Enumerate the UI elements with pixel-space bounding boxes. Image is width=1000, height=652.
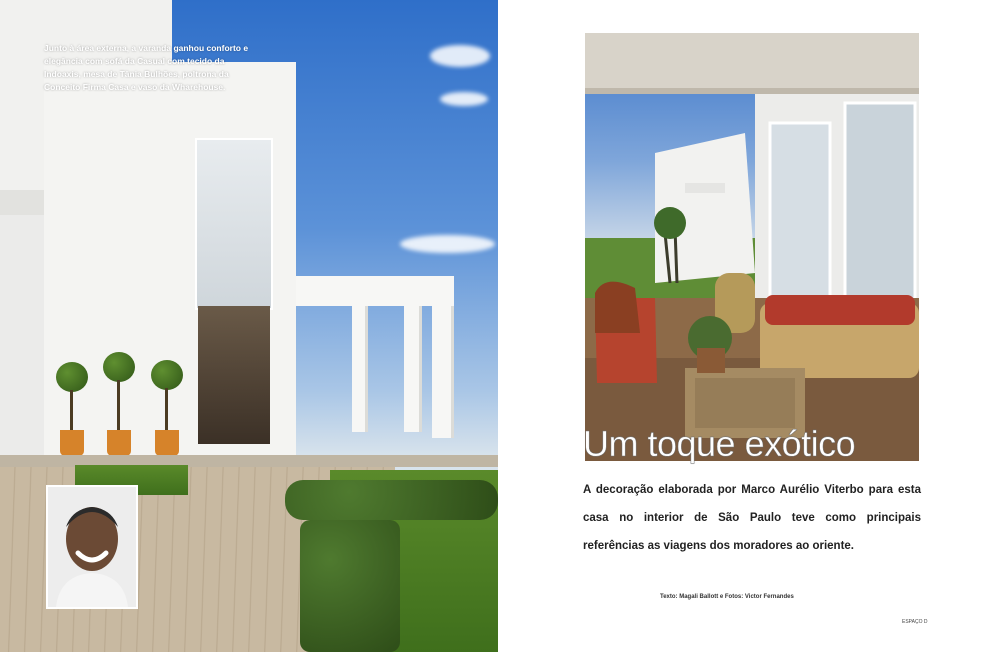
cloud: [400, 235, 495, 253]
pergola-roof: [296, 276, 454, 306]
portrait-face-icon: [48, 487, 136, 607]
left-page-photo: [0, 0, 498, 652]
interior-veranda-photo: [585, 33, 919, 461]
hedge-border: [300, 520, 400, 652]
article-headline: Um toque exótico: [583, 423, 856, 464]
topiary-plant: [151, 360, 183, 390]
topiary-stem: [165, 388, 168, 430]
pergola-column: [404, 306, 422, 432]
pergola-column: [432, 306, 454, 438]
orange-pot: [60, 430, 84, 456]
orange-pot: [155, 430, 179, 456]
pergola-column: [352, 306, 368, 432]
cloud: [430, 45, 490, 67]
cloud: [440, 92, 488, 106]
tall-window: [195, 138, 273, 310]
topiary-plant: [103, 352, 135, 382]
orange-pot: [107, 430, 131, 456]
veranda-scene: [585, 33, 919, 461]
topiary-stem: [70, 390, 73, 430]
author-portrait: [46, 485, 138, 609]
topiary-plant: [56, 362, 88, 392]
right-page: [498, 0, 1000, 652]
page-folio: ESPAÇO D: [902, 619, 928, 625]
open-doorway: [198, 306, 270, 444]
photo-caption: Junto à área externa, a varanda ganhou conforto e elegância com sofá da Casual com tecido da Indoaxis, mesa de Tânia Bulhões, poltrona da Conceito Firma Casa e vaso da Wharehouse.: [44, 43, 249, 92]
hedge: [285, 480, 498, 520]
topiary-stem: [117, 380, 120, 430]
article-credits: Texto: Magali Ballott e Fotos: Victor Fernandes: [660, 594, 794, 600]
article-lead: A decoração elaborada por Marco Aurélio Viterbo para esta casa no interior de São Paulo teve como principais referências as viagens dos moradores ao oriente.: [583, 484, 921, 552]
